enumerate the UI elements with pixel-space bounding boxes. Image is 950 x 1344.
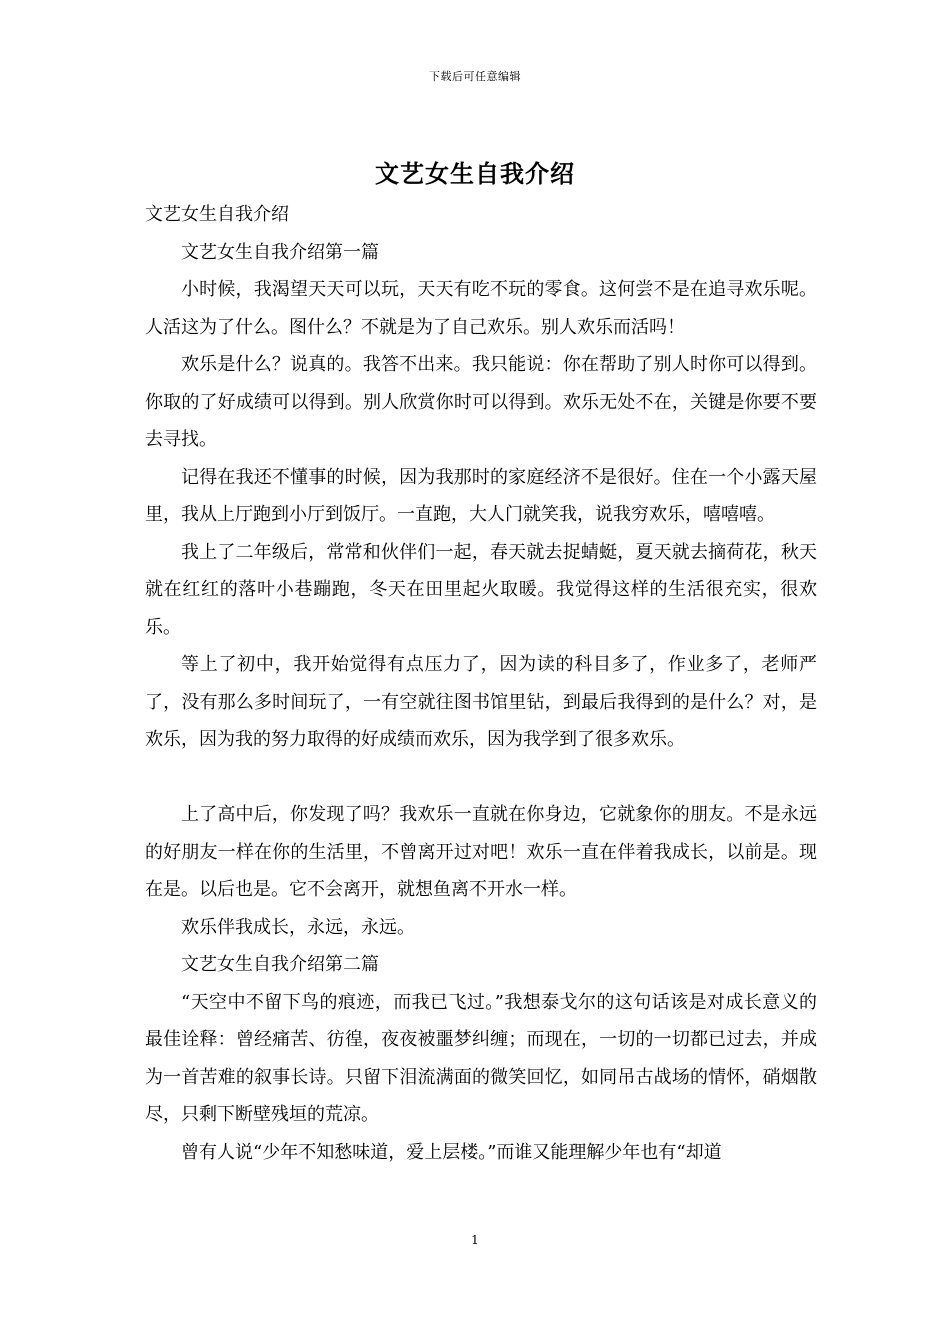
paragraph: “天空中不留下鸟的痕迹，而我已飞过。”我想泰戈尔的这句话该是对成长意义的最佳诠释：曾经痛苦、彷徨，夜夜被噩梦纠缠；而现在，一切的一切都已过去，并成为一首苦难的叙事长诗。只留下泪流满面的微笑回忆，如同吊古战场的情怀，硝烟散尽，只剩下断壁残垣的荒凉。: [145, 991, 817, 1125]
paragraph: 曾有人说“少年不知愁味道，爱上层楼。”而谁又能理解少年也有“却道: [181, 1141, 722, 1163]
document-body: [145, 196, 817, 1171]
blank-line: [145, 759, 817, 797]
paragraph: 记得在我还不懂事的时候，因为我那时的家庭经济不是很好。住在一个小露天屋里，我从上厅跑到小厅到饭厅。一直跑，大人门就笑我，说我穷欢乐，嘻嘻嘻。: [145, 466, 817, 525]
paragraph: 小时候，我渴望天天可以玩，天天有吃不玩的零食。这何尝不是在追寻欢乐呢。人活这为了什么。图什么？不就是为了自己欢乐。别人欢乐而活吗！: [145, 279, 817, 338]
paragraph: 等上了初中，我开始觉得有点压力了，因为读的科目多了，作业多了，老师严了，没有那么多时间玩了，一有空就往图书馆里钻，到最后我得到的是什么？对，是欢乐，因为我的努力取得的好成绩而欢乐，因为我学到了很多欢乐。: [145, 654, 817, 750]
article-heading-2: 文艺女生自我介绍第二篇: [181, 954, 379, 975]
document-title: 文艺女生自我介绍: [375, 159, 575, 188]
paragraph: 我上了二年级后，常常和伙伴们一起，春天就去捉蜻蜓，夏天就去摘荷花，秋天就在红红的落叶小巷蹦跑，冬天在田里起火取暖。我觉得这样的生活很充实，很欢乐。: [145, 541, 817, 638]
article-heading-1: 文艺女生自我介绍第一篇: [181, 241, 379, 263]
paragraph: 上了高中后，你发现了吗？我欢乐一直就在你身边，它就象你的朋友。不是永远的好朋友一样在你的生活里，不曾离开过对吧！欢乐一直在伴着我成长，以前是。现在是。以后也是。它不会离开，就想鱼离不开水一样。: [145, 804, 817, 900]
paragraph: 欢乐是什么？说真的。我答不出来。我只能说：你在帮助了别人时你可以得到。你取的了好成绩可以得到。别人欣赏你时可以得到。欢乐无处不在，关键是你要不要去寻找。: [145, 354, 817, 450]
section-heading: 文艺女生自我介绍: [145, 204, 289, 225]
paragraph: 欢乐伴我成长，永远，永远。: [181, 916, 415, 938]
header-note: 下载后可任意编辑: [429, 70, 521, 83]
page-number: 1: [471, 1233, 479, 1247]
